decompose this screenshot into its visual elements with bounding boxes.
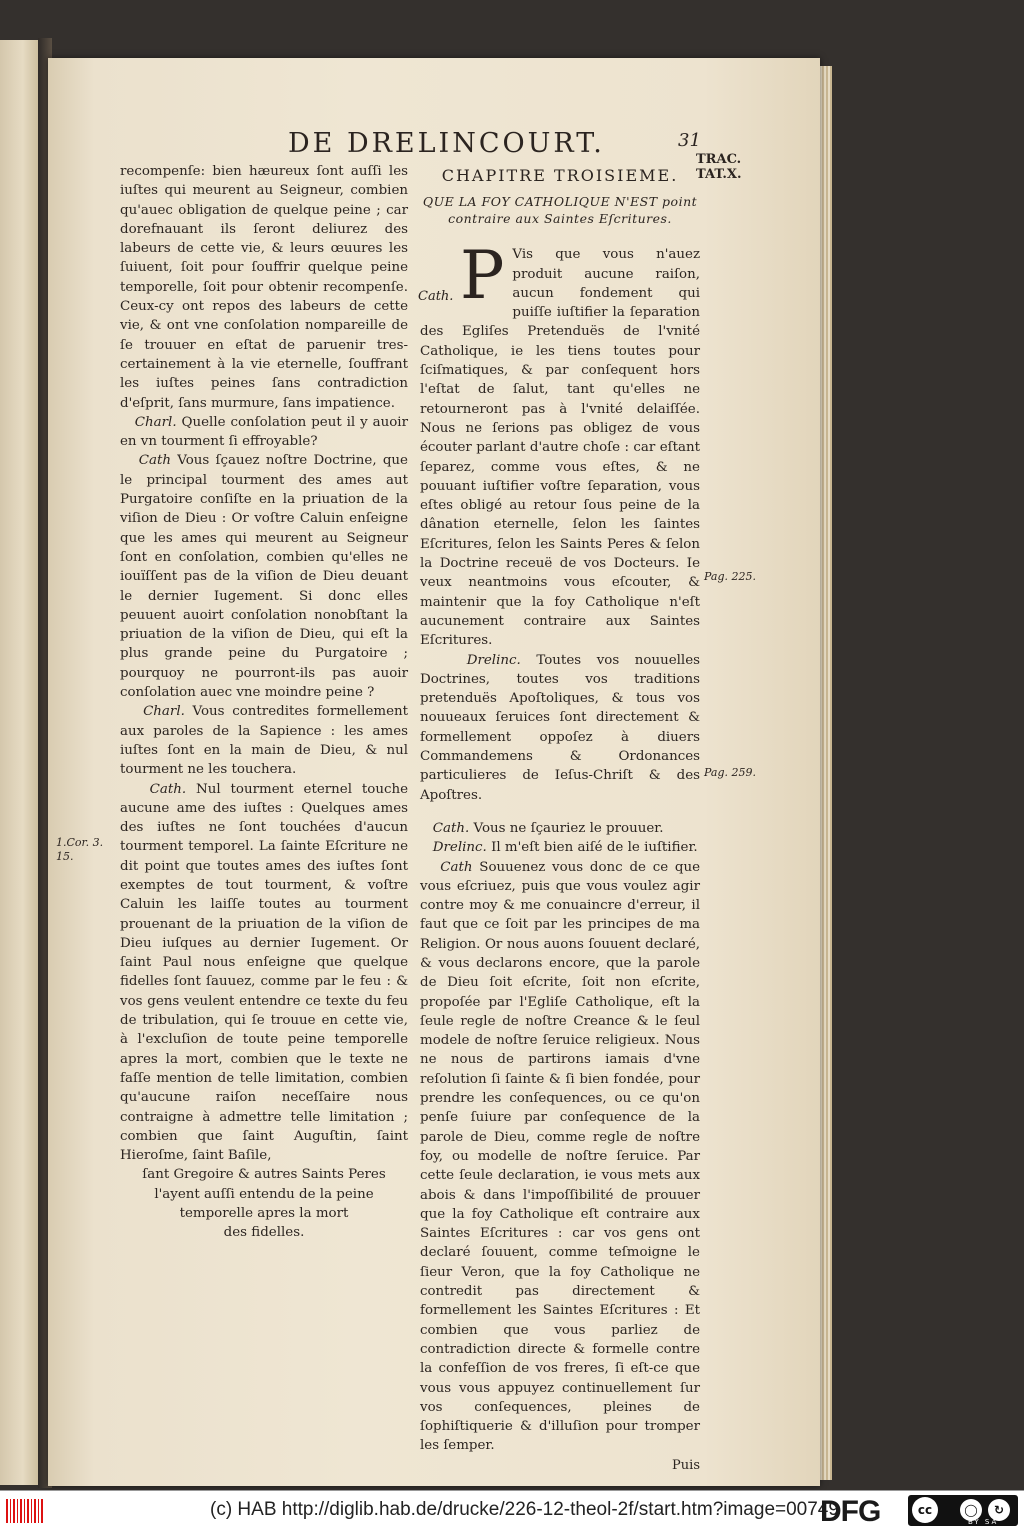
page-number: 31 [678, 130, 701, 151]
drop-cap: P [460, 237, 505, 315]
license-label: BY SA [968, 1518, 999, 1526]
paragraph: recompenſe: bien hæureux ſont auſſi les iuſtes qui meurent au Seigneur, combien qu'auec obligation de quelque peine ; car dorefnauant ils ſeront deliurez des labeurs de cette vie, & leurs œuures les ſuiuent, ſoit pour ſouffrir quelque peine temporelle, ſoit pour obtenir recompenſe. Ceux-cy ont repos des labeurs de cette vie, & ont vne conſolation nompareille de ſe trouuer en eſtat de paruenir tres-certainement à la vie eternelle, ſouffrant les iuſtes peines ſans contradiction d'eſprit, ſans murmure, ſans impatience. [120, 164, 408, 411]
speaker-label: Drelinc. [432, 840, 487, 856]
margin-note-pag: Pag. 259. [704, 766, 756, 779]
page-stack-edge [818, 66, 832, 1480]
copyright-link[interactable]: (c) HAB http://diglib.hab.de/drucke/226-12-theol-2f/start.htm?image=00749 [210, 1499, 839, 1520]
license-badge[interactable] [908, 1495, 1018, 1526]
dfg-logo[interactable]: DFG [820, 1495, 881, 1528]
book-page [48, 58, 820, 1486]
paragraph: Cath. Nul tourment eternel touche aucune ame des iuſtes : Quelques ames des iuſtes ne ſont touchées d'aucun tourment temporel. La ſainte Eſcriture ne dit point que toutes ames des iuſtes ſont exemptes de tout tourment, & voſtre Caluin les laiſſe toutes au tourment prouenant de la priuation de la viſion de Dieu iuſques au dernier Iugement. Or ſaint Paul nous enſeigne que quelque fidelles ſont ſauuez, comme par le feu : & vos gens veulent entendre ce texte du feu de tribulation, qui ſe trouue en cette vie, à l'excluſion de toute peine temporelle apres la mort, combien que le texte ne faſſe mention de telle limitation, combien qu'aucune raiſon neceſſaire nous contraigne à admettre telle limitation ; combien que ſaint Auguſtin, ſaint Hieroſme, ſaint Baſile, [120, 781, 408, 1164]
speaker-label: Cath. [432, 820, 470, 836]
catchword: Puis [672, 1457, 700, 1473]
speaker-label: Drelinc. [466, 652, 521, 668]
margin-note-cor: 1.Cor. 3. 15. [56, 836, 104, 863]
chapter-subtitle: QUE LA FOY CATHOLIQUE N'EST point contraire aux Saintes Eſcritures. [422, 194, 698, 227]
speaker-label: Cath. [149, 781, 187, 797]
sa-icon: ↻ [988, 1499, 1010, 1521]
left-column [120, 162, 408, 1243]
margin-note-pag: Pag. 225. [704, 570, 756, 583]
colophon: ſant Gregoire & autres Saints Peres l'ayent auſſi entendu de la peine temporelle apres la mort des fidelles. [142, 1167, 386, 1241]
paragraph: Charl. Quelle conſolation peut il y auoir en vn tourment ſi effroyable? [120, 414, 408, 450]
trac-note-line: TAT.X. [696, 167, 742, 182]
viewer-footer [0, 1490, 1024, 1530]
by-icon: ◯ [960, 1499, 982, 1521]
paragraph: Drelinc. Il m'eſt bien aiſé de le iuſtifier. [432, 840, 698, 856]
paragraph: Charl. Vous contredites formellement aux paroles de la Sapience : les ames iuſtes ſont en la main de Dieu, & nul tourment ne les touchera. [120, 704, 408, 778]
paragraph: Cath Souuenez vous donc de ce que vous eſcriuez, puis que vous voulez agir contre moy & me conuaincre d'erreur, il faut que ce ſoit par les principes de ma Religion. Or nous auons ſouuent declaré, & vous declarons encore, que la parole de Dieu ſoit eſcrite, ſoit non eſcrite, propoſée par l'Egliſe Catholique, eſt la ſeule regle de noſtre Creance & le ſeul modele de noſtre ſeruice religieux. Nous ne nous de partirons iamais d'vne reſolution ſi ſainte & ſi bien fondée, pour prendre les conſequences, ou ce qu'on penſe ſuiure par conſequence de la parole de Dieu, comme regle de noſtre foy, ou modelle de noſtre ſeruice. Par cette ſeule declaration, ie vous mets aux abois & dans l'impoſſibilité de prouuer que la foy Catholique eſt contraire aux Saintes Eſcritures : car vos gens ont declaré ſouuent, comme teſmoigne le ſieur Veron, que la foy Catholique ne contredit pas directement & formellement les Saintes Eſcritures : Et combien que vous parliez de contradiction directe & formelle contre la confeſſion de vos freres, ſi eſt-ce que vous vous appuyez continuellement ſur vos conſequences, pleines de ſophiſtiquerie & d'illuſion pour tromper les ſemper. [420, 859, 700, 1454]
paragraph: Cath Vous ſçauez noſtre Doctrine, que le principal tourment des ames aut Purgatoire conſiſte en la priuation de la viſion de Dieu : Or voſtre Caluin enſeigne que les ames qui meurent au Seigneur ſont en conſolation, combien qu'elles ne iouïſſent pas de la viſion de Dieu deuant le dernier Iugement. Si donc elles peuuent auoirt conſolation nonobſtant la priuation de la viſion de Dieu, qui eſt la plus grande peine du Purgatoire ; pourquoy ne pourront-ils pas auoir conſolation auec vne moindre peine ? [120, 453, 408, 701]
trac-note [696, 152, 741, 182]
cc-icon: cc [912, 1497, 938, 1523]
speaker-label: Charl. [134, 414, 177, 430]
speaker-label: Cath [138, 453, 172, 469]
paragraph: P Vis que vous n'auez produit aucune raiſon, aucun fondement qui puiſſe iuſtifier la ſeparation des Egliſes Pretenduës de l'vnité Catholique, ie les tiens toutes pour ſciſmatiques, & par conſequent hors l'eſtat de ſalut, tant qu'elles ne retourneront pas à l'vnité delaiſſée. Nous ne ſerions pas obligez de vous écouter parlant d'autre choſe : car eſtant ſeparez, comme vous eſtes, & ne pouuant iuſtifier voſtre ſeparation, vous eſtes obligé au retour ſous peine de la dânation eternelle, ſelon les ſaintes Eſcritures, ſelon les Saints Peres & ſelon la Doctrine receuë de vos Docteurs. Ie veux neantmoins vous eſcouter, & maintenir que la foy Catholique n'eſt aucunement contraire aux Saintes Eſcritures. [420, 237, 700, 649]
speaker-label: Cath [440, 859, 473, 875]
paragraph: Cath. Vous ne ſçauriez le prouuer. [432, 820, 664, 836]
trac-note-line: TRAC. [696, 152, 742, 167]
running-head: DE DRELINCOURT. [288, 128, 605, 159]
chapter-title: CHAPITRE TROISIEME. [441, 166, 679, 185]
paragraph: Drelinc. Toutes vos nouuelles Doctrines, toutes vos traditions pretenduës Apoſtoliques, & tous vos nouueaux ſeruices ſont directement & formellement oppoſez à diuers Commandemens & Ordonances particulieres de Ieſus-Chriſt & des Apoſtres. [420, 652, 700, 803]
margin-note-speaker: Cath. [418, 289, 454, 304]
hab-barcode-icon [6, 1499, 44, 1523]
right-column [420, 164, 700, 1475]
previous-page-edge [0, 40, 38, 1485]
speaker-label: Charl. [143, 704, 185, 720]
